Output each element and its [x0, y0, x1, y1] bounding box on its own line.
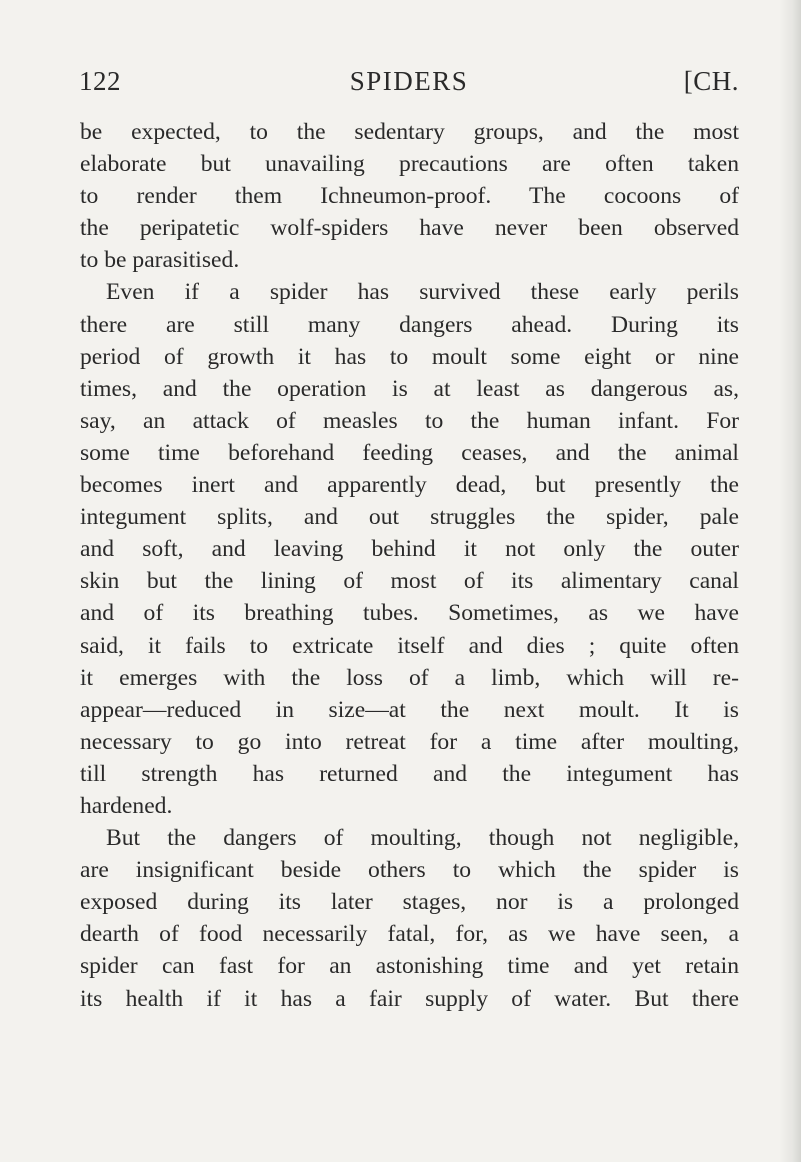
text-line: dearth of food necessarily fatal, for, as we have seen, a — [80, 921, 739, 948]
text-line: and of its breathing tubes. Sometimes, as we have — [80, 600, 739, 627]
paragraph-end-line: hardened. — [80, 792, 173, 819]
running-title: SPIDERS — [349, 66, 469, 96]
text-line: there are still many dangers ahead. During its — [80, 311, 739, 338]
text-line: it emerges with the loss of a limb, which will re- — [80, 664, 739, 691]
running-head — [79, 66, 739, 100]
text-line: becomes inert and apparently dead, but presently the — [80, 472, 739, 499]
text-line: necessary to go into retreat for a time after moulting, — [80, 728, 739, 755]
text-line: till strength has returned and the integument has — [80, 760, 739, 787]
page-number: 122 — [79, 66, 121, 96]
text-line: elaborate but unavailing precautions are often taken — [80, 151, 739, 178]
text-line: some time beforehand feeding ceases, and the animal — [80, 439, 739, 466]
page-edge-shadow — [779, 0, 801, 1162]
text-line: said, it fails to extricate itself and dies ; quite often — [80, 632, 739, 659]
text-line: are insignificant beside others to which the spider is — [80, 857, 739, 884]
text-line: spider can fast for an astonishing time and yet retain — [80, 953, 739, 980]
paragraph-end-line: to be parasitised. — [80, 247, 240, 274]
text-line: its health if it has a fair supply of water. But there — [80, 985, 739, 1012]
chapter-mark: [CH. — [683, 66, 739, 96]
text-line: times, and the operation is at least as dangerous as, — [80, 375, 739, 402]
paragraph-start-line: Even if a spider has survived these early perils — [106, 279, 739, 306]
text-line: exposed during its later stages, nor is a prolonged — [80, 889, 739, 916]
text-line: and soft, and leaving behind it not only the outer — [80, 536, 739, 563]
text-line: to render them Ichneumon-proof. The cocoons of — [80, 183, 739, 210]
paragraph-start-line: But the dangers of moulting, though not negligible, — [106, 825, 739, 852]
body-text — [80, 116, 739, 1015]
text-line: appear—reduced in size—at the next moult. It is — [80, 696, 739, 723]
text-line: be expected, to the sedentary groups, and the most — [80, 119, 739, 145]
text-line: integument splits, and out struggles the spider, pale — [80, 504, 739, 531]
text-line: the peripatetic wolf-spiders have never been observed — [80, 215, 739, 242]
text-line: skin but the lining of most of its alimentary canal — [80, 568, 739, 595]
text-line: say, an attack of measles to the human infant. For — [80, 407, 739, 434]
text-line: period of growth it has to moult some eight or nine — [80, 343, 739, 370]
